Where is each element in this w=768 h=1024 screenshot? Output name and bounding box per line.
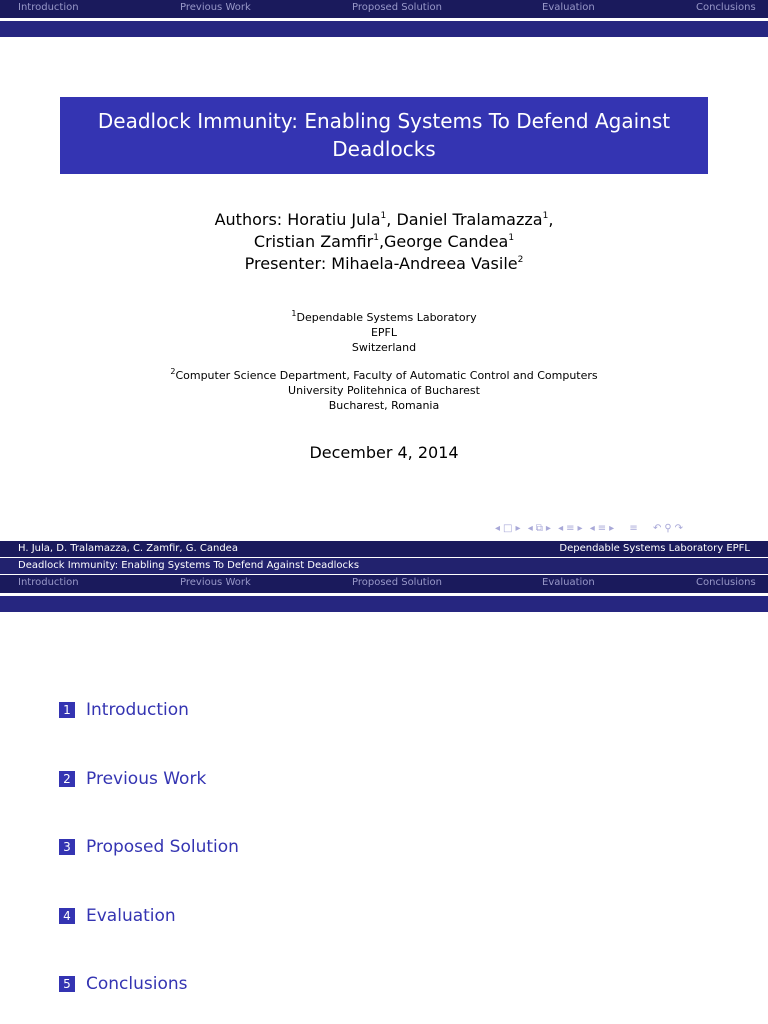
toc-number: 4 — [59, 908, 75, 924]
nav-left-icon[interactable]: ◂ — [527, 523, 534, 534]
footer-authors: H. Jula, D. Tralamazza, C. Zamfir, G. Candea — [18, 543, 238, 554]
top-navbar-strip — [0, 21, 768, 37]
toc-label[interactable]: Introduction — [86, 700, 189, 720]
nav-introduction[interactable]: Introduction — [18, 577, 79, 588]
top-navbar-2 — [0, 575, 768, 593]
presentation-date: December 4, 2014 — [309, 443, 459, 462]
nav-conclusions[interactable]: Conclusions — [696, 2, 756, 13]
beamer-nav-symbols — [495, 523, 686, 537]
institution-2: $^2$Computer Science Department, Faculty of Automatic Control and Computers University Politehnica of Bucharest Bucharest, Romania — [170, 367, 598, 412]
presenter: Presenter: Mihaela-Andreea Vasile — [244, 254, 518, 273]
section-icon[interactable]: ≡ — [566, 523, 576, 534]
nav-proposed-solution[interactable]: Proposed Solution — [352, 577, 442, 588]
toc-number: 2 — [59, 771, 75, 787]
undo-icon[interactable]: ↶ — [652, 523, 663, 534]
nav-conclusions[interactable]: Conclusions — [696, 577, 756, 588]
nav-right-icon[interactable]: ▸ — [577, 523, 584, 534]
nav-left-icon[interactable]: ◂ — [495, 523, 502, 534]
nav-right-icon[interactable]: ▸ — [515, 523, 522, 534]
search-icon[interactable]: ⚲ — [664, 523, 673, 534]
toc-label[interactable]: Evaluation — [86, 906, 176, 926]
nav-introduction[interactable]: Introduction — [18, 2, 79, 13]
footer-lab: Dependable Systems Laboratory EPFL — [559, 543, 750, 554]
author-3: Cristian Zamfir — [253, 232, 374, 251]
top-navbar-strip-2 — [0, 596, 768, 612]
toc-label[interactable]: Conclusions — [86, 974, 188, 994]
toc-label[interactable]: Previous Work — [86, 769, 207, 789]
nav-evaluation[interactable]: Evaluation — [542, 2, 595, 13]
footer-title: Deadlock Immunity: Enabling Systems To Defend Against Deadlocks — [18, 560, 360, 571]
subsection-icon[interactable]: ⧉ — [535, 523, 544, 534]
toc-number: 3 — [59, 839, 75, 855]
footer-authors-bar — [0, 541, 768, 557]
toc-number: 1 — [59, 702, 75, 718]
nav-left-icon[interactable]: ◂ — [558, 523, 565, 534]
slide-title: Deadlock Immunity: Enabling Systems To Defend Against Deadlocks — [60, 97, 708, 174]
nav-previous-work[interactable]: Previous Work — [180, 2, 251, 13]
nav-previous-work[interactable]: Previous Work — [180, 577, 251, 588]
authors-block: Authors: Horatiu Jula$^1$, Daniel Tralamazza$^1$, Cristian Zamfir$^1$,George Candea$^1$ Presenter: Mihaela-Andreea Vasile$^2$ — [214, 210, 554, 273]
toc-number: 5 — [59, 976, 75, 992]
nav-right-icon[interactable]: ▸ — [609, 523, 616, 534]
nav-proposed-solution[interactable]: Proposed Solution — [352, 2, 442, 13]
frame-icon[interactable]: □ — [503, 523, 514, 534]
redo-icon[interactable]: ↷ — [674, 523, 685, 534]
top-navbar — [0, 0, 768, 18]
footer-title-bar — [0, 558, 768, 574]
nav-evaluation[interactable]: Evaluation — [542, 577, 595, 588]
author-2: , Daniel Tralamazza — [386, 210, 543, 229]
author-4: ,George Candea — [378, 232, 509, 251]
institution-1: $^1$Dependable Systems Laboratory EPFL Switzerland — [291, 309, 477, 354]
appendix-icon[interactable]: ≡ — [629, 523, 639, 534]
document-icon[interactable]: ≡ — [597, 523, 608, 534]
toc-label[interactable]: Proposed Solution — [86, 837, 239, 857]
author-1: Authors: Horatiu Jula — [214, 210, 381, 229]
nav-left-icon[interactable]: ◂ — [589, 523, 596, 534]
nav-right-icon[interactable]: ▸ — [545, 523, 552, 534]
